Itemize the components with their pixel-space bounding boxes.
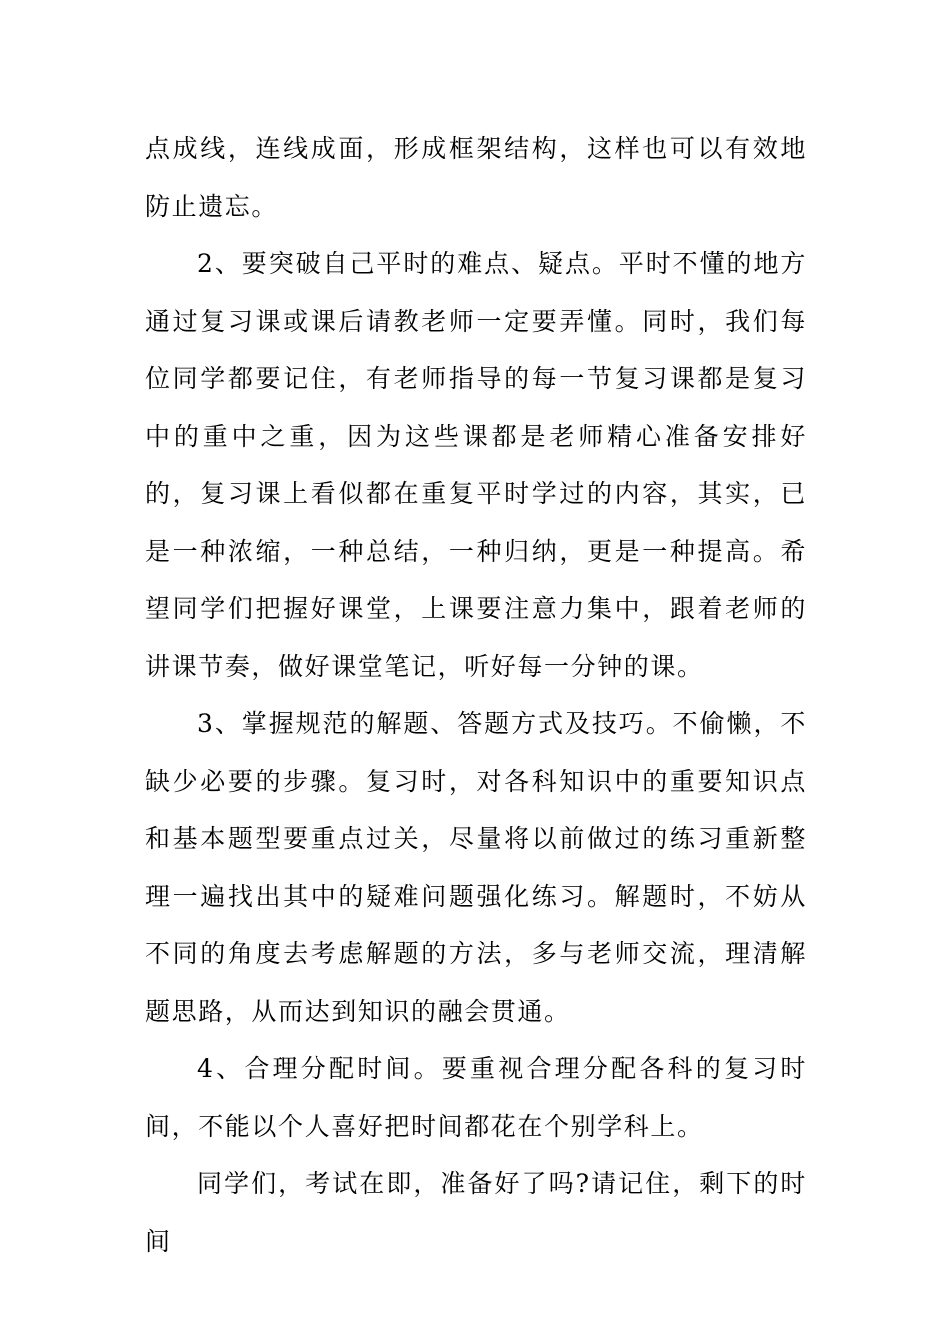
paragraph-point-3: 3、掌握规范的解题、答题方式及技巧。不偷懒，不缺少必要的步骤。复习时，对各科知识中的重要知识点和基本题型要重点过关，尽量将以前做过的练习重新整理一遍找出其中的疑难问题强化练习。解题时，不妨从不同的角度去考虑解题的方法，多与老师交流，理清解题思路，从而达到知识的融会贯通。 xyxy=(145,709,807,1026)
paragraph-continuation: 点成线，连线成面，形成框架结构，这样也可以有效地防止遗忘。 xyxy=(145,134,807,221)
paragraph-point-4: 4、合理分配时间。要重视合理分配各科的复习时间，不能以个人喜好把时间都花在个别学科上。 xyxy=(145,1054,807,1141)
body-text xyxy=(145,120,807,1270)
paragraph-point-2: 2、要突破自己平时的难点、疑点。平时不懂的地方通过复习课或课后请教老师一定要弄懂。同时，我们每位同学都要记住，有老师指导的每一节复习课都是复习中的重中之重，因为这些课都是老师精心准备安排好的，复习课上看似都在重复平时学过的内容，其实，已是一种浓缩，一种总结，一种归纳，更是一种提高。希望同学们把握好课堂，上课要注意力集中，跟着老师的讲课节奏，做好课堂笔记，听好每一分钟的课。 xyxy=(145,249,807,681)
paragraph-closing: 同学们，考试在即，准备好了吗?请记住，剩下的时间 xyxy=(145,1169,807,1256)
